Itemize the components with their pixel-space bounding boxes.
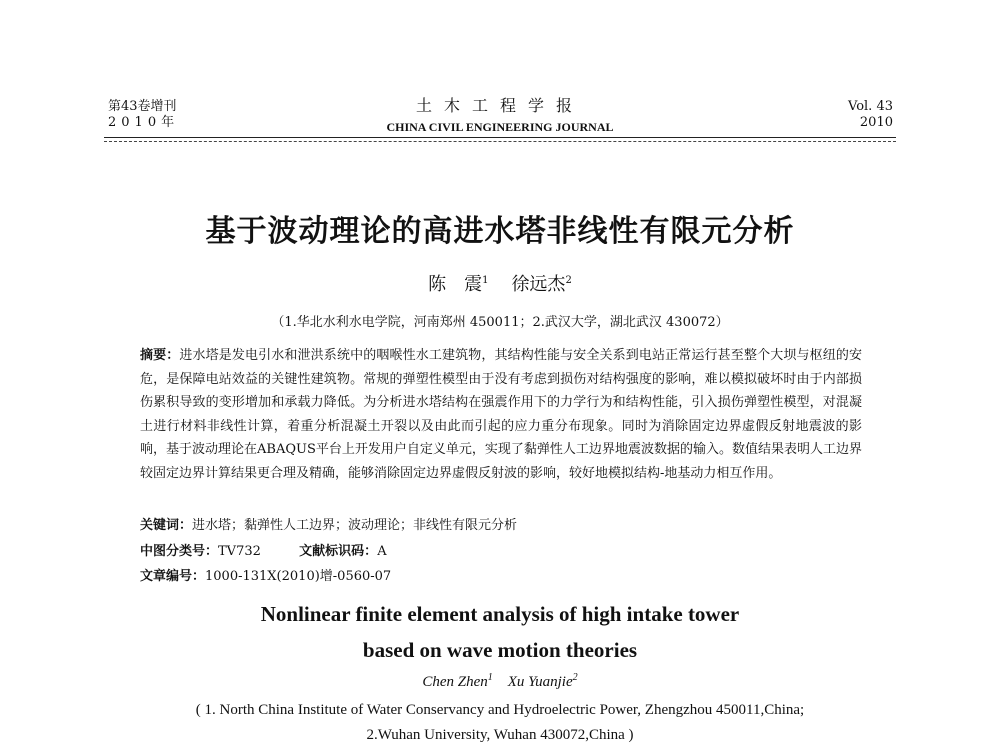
authors-cn — [0, 270, 1000, 296]
author-2-en-affil-mark: 2 — [572, 672, 578, 683]
authors-en — [0, 672, 1000, 691]
journal-name-cn: 土木工程学报 — [415, 96, 584, 115]
author-1-affil-mark: 1 — [482, 275, 489, 286]
clc-value: TV732 — [218, 544, 261, 559]
title-en — [0, 596, 1000, 668]
article-number-line — [140, 565, 391, 584]
affiliation-en-line-1: ( 1. North China Institute of Water Conservancy and Hydroelectric Power, Zhengzhou 450011,China; — [195, 702, 805, 718]
abstract-label: 摘要： — [140, 348, 180, 363]
doc-code-label: 文献标识码： — [299, 544, 378, 559]
author-1-en-affil-mark: 1 — [487, 672, 493, 683]
year-cn: 2010年 — [108, 115, 180, 130]
header-right — [848, 99, 893, 131]
clc-label: 中图分类号： — [140, 544, 219, 559]
volume-en: Vol. 43 — [848, 99, 893, 114]
affiliation-en — [0, 698, 1000, 748]
abstract-cn — [140, 344, 862, 485]
article-no-label: 文章编号： — [140, 569, 206, 584]
affiliation-en-line-2: 2.Wuhan University, Wuhan 430072,China ) — [366, 727, 634, 743]
affiliation-cn: （1.华北水利水电学院，河南郑州 450011；2.武汉大学，湖北武汉 430072） — [271, 315, 729, 330]
author-2-cn: 徐远杰 — [511, 274, 566, 295]
author-1-cn: 陈 震 — [428, 274, 483, 295]
title-en-line-2: based on wave motion theories — [362, 638, 638, 662]
journal-name-en: CHINA CIVIL ENGINEERING JOURNAL — [386, 120, 614, 134]
article-no-value: 1000-131X(2010)增-0560-07 — [205, 569, 392, 584]
keywords-line — [140, 514, 517, 533]
author-1-en: Chen Zhen — [422, 674, 488, 690]
classification-line — [140, 540, 387, 559]
abstract-text: 进水塔是发电引水和泄洪系统中的咽喉性水工建筑物，其结构性能与安全关系到电站正常运行甚至整个大坝与枢纽的安危，是保障电站效益的关键性建筑物。常规的弹塑性模型由于没有考虑到损伤对结构强度的影响，难以模拟破坏时由于内部损伤累积导致的变形增加和承载力降低。为分析进水塔结构在强震作用下的力学行为和结构性能，引入损伤弹塑性模型，对混凝土进行材料非线性计算，着重分析混凝土开裂以及由此而引起的应力重分布现象。同时为消除固定边界虚假反射地震波的影响，基于波动理论在ABAQUS平台上开发用户自定义单元，实现了黏弹性人工边界地震波数据的输入。数值结果表明人工边界较固定边界计算结果更合理及精确，能够消除固定边界虚假反射波的影响，较好地模拟结构-地基动力相互作用。 — [140, 348, 862, 481]
author-2-en: Xu Yuanjie — [507, 674, 573, 690]
keywords-text: 进水塔；黏弹性人工边界；波动理论；非线性有限元分析 — [192, 518, 518, 533]
title-cn: 基于波动理论的高进水塔非线性有限元分析 — [205, 214, 795, 249]
volume-cn: 第43卷增刊 — [108, 99, 177, 114]
author-2-affil-mark: 2 — [565, 275, 572, 286]
header-rule-dashed — [104, 141, 896, 142]
doc-code-value: A — [377, 544, 387, 559]
header-rule — [104, 137, 896, 138]
year-en: 2010 — [859, 115, 893, 130]
keywords-label: 关键词： — [140, 518, 193, 533]
title-en-line-1: Nonlinear finite element analysis of high intake tower — [260, 602, 740, 626]
